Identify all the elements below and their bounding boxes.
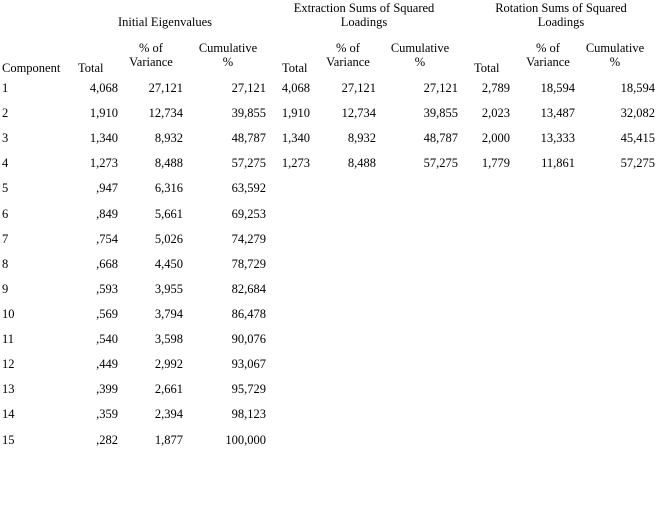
table-cell: 1,910 <box>89 106 118 120</box>
table-cell: 93,067 <box>231 357 266 371</box>
table-cell: 13,333 <box>540 131 575 145</box>
table-cell: 27,121 <box>423 81 458 95</box>
table-cell: 8,932 <box>347 131 376 145</box>
subheader-total: Total <box>282 61 308 75</box>
component-header: Component <box>2 61 61 75</box>
component-number: 14 <box>2 407 15 421</box>
subheader-pct-line2: Variance <box>526 55 570 69</box>
subheader-cum-line2: % <box>222 55 234 69</box>
table-cell: 2,789 <box>481 81 510 95</box>
table-cell: ,282 <box>96 433 118 447</box>
component-number: 5 <box>2 181 9 195</box>
table-cell: 1,340 <box>281 131 310 145</box>
table-cell: 39,855 <box>423 106 458 120</box>
table-cell: 18,594 <box>540 81 575 95</box>
table-cell: 12,734 <box>148 106 183 120</box>
table-cell: 100,000 <box>225 433 266 447</box>
component-number: 1 <box>2 81 9 95</box>
group-extraction-line1: Extraction Sums of Squared <box>293 1 435 15</box>
table-cell: 4,068 <box>281 81 310 95</box>
table-cell: ,359 <box>96 407 118 421</box>
table-cell: 1,910 <box>281 106 310 120</box>
table-cell: 27,121 <box>341 81 376 95</box>
table-cell: 1,779 <box>481 156 510 170</box>
table-cell: 3,794 <box>154 307 183 321</box>
table-cell: 57,275 <box>423 156 458 170</box>
table-cell: 5,661 <box>154 207 183 221</box>
component-number: 11 <box>2 332 15 346</box>
table-cell: 12,734 <box>341 106 376 120</box>
table-cell: 2,023 <box>481 106 510 120</box>
subheader-cum-line2: % <box>414 55 426 69</box>
table-cell: 1,273 <box>89 156 118 170</box>
component-number: 12 <box>2 357 15 371</box>
subheader-cum-line2: % <box>609 55 621 69</box>
component-number: 9 <box>2 282 9 296</box>
table-cell: 78,729 <box>231 257 266 271</box>
table-cell: 4,450 <box>154 257 183 271</box>
component-number: 7 <box>2 232 9 246</box>
table-cell: 13,487 <box>540 106 575 120</box>
component-number: 2 <box>2 106 9 120</box>
table-cell: 18,594 <box>620 81 655 95</box>
table-cell: 3,955 <box>154 282 183 296</box>
table-cell: 27,121 <box>148 81 183 95</box>
table-cell: ,754 <box>96 232 118 246</box>
table-cell: 90,076 <box>231 332 266 346</box>
subheader-cum-line1: Cumulative <box>585 41 645 55</box>
table-cell: 69,253 <box>231 207 266 221</box>
group-rotation-line2: Loadings <box>537 15 585 29</box>
table-cell: 57,275 <box>620 156 655 170</box>
table-cell: 1,340 <box>89 131 118 145</box>
table-cell: 8,488 <box>154 156 183 170</box>
subheader-pct-line2: Variance <box>326 55 370 69</box>
table-cell: 3,598 <box>154 332 183 346</box>
subheader-pct-line1: % of <box>139 41 163 55</box>
subheader-cum-line1: Cumulative <box>390 41 450 55</box>
table-cell: 32,082 <box>620 106 655 120</box>
table-cell: 27,121 <box>231 81 266 95</box>
table-cell: ,849 <box>96 207 118 221</box>
table-cell: 2,394 <box>154 407 183 421</box>
table-cell: 48,787 <box>423 131 458 145</box>
table-cell: ,668 <box>96 257 118 271</box>
table-cell: 8,932 <box>154 131 183 145</box>
table-cell: 57,275 <box>231 156 266 170</box>
table-cell: 1,273 <box>281 156 310 170</box>
group-extraction-line2: Loadings <box>340 15 388 29</box>
table-cell: 98,123 <box>231 407 266 421</box>
table-cell: ,947 <box>96 181 118 195</box>
table-cell: 48,787 <box>231 131 266 145</box>
subheader-total: Total <box>78 61 104 75</box>
table-cell: 6,316 <box>154 181 183 195</box>
subheader-cum-line1: Cumulative <box>198 41 258 55</box>
component-number: 3 <box>2 131 9 145</box>
component-number: 15 <box>2 433 15 447</box>
table-cell: ,399 <box>96 382 118 396</box>
table-cell: ,569 <box>96 307 118 321</box>
table-cell: 39,855 <box>231 106 266 120</box>
table-cell: 5,026 <box>154 232 183 246</box>
component-number: 10 <box>2 307 15 321</box>
table-cell: 45,415 <box>620 131 655 145</box>
subheader-total: Total <box>474 61 500 75</box>
subheader-pct-line1: % of <box>336 41 360 55</box>
table-cell: ,449 <box>96 357 118 371</box>
component-number: 4 <box>2 156 9 170</box>
component-number: 6 <box>2 207 9 221</box>
table-cell: 8,488 <box>347 156 376 170</box>
table-cell: 86,478 <box>231 307 266 321</box>
table-cell: ,540 <box>96 332 118 346</box>
table-cell: 2,661 <box>154 382 183 396</box>
component-number: 13 <box>2 382 15 396</box>
component-number: 8 <box>2 257 9 271</box>
table-cell: 74,279 <box>231 232 266 246</box>
group-initial-eigenvalues: Initial Eigenvalues <box>117 15 213 29</box>
group-rotation-line1: Rotation Sums of Squared <box>495 1 627 15</box>
subheader-pct-line1: % of <box>536 41 560 55</box>
table-cell: 2,000 <box>481 131 510 145</box>
table-cell: 63,592 <box>231 181 266 195</box>
table-cell: 11,861 <box>541 156 575 170</box>
table-cell: 4,068 <box>89 81 118 95</box>
table-cell: 95,729 <box>231 382 266 396</box>
table-cell: 1,877 <box>154 433 183 447</box>
table-cell: 82,684 <box>231 282 266 296</box>
table-cell: 2,992 <box>154 357 183 371</box>
subheader-pct-line2: Variance <box>129 55 173 69</box>
table-cell: ,593 <box>96 282 118 296</box>
